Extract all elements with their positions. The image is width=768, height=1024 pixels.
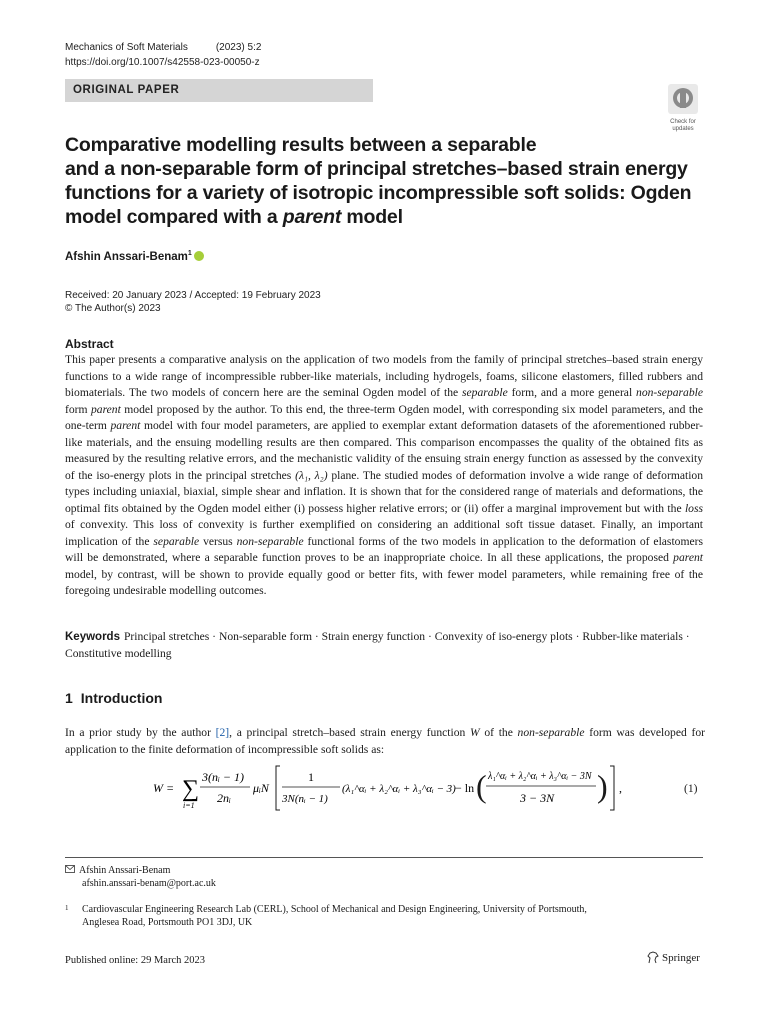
title-line-3: functions for a variety of isotropic incompressible soft solids: Ogden — [65, 182, 692, 204]
orcid-icon[interactable] — [194, 251, 204, 261]
intro-paragraph: In a prior study by the author [2], a principal stretch–based strain energy function W of the non-separable form was developed for application to the finite deformation of incompressible soft solids as: — [65, 726, 705, 756]
affiliation-line-2: Anglesea Road, Portsmouth PO1 3DJ, UK — [82, 917, 253, 928]
journal-citation: (2023) 5:2 — [215, 42, 262, 53]
doi-link[interactable]: https://doi.org/10.1007/s42558-023-00050-z — [65, 57, 260, 68]
crossmark-icon — [668, 84, 698, 114]
crossmark-label-2: updates — [672, 126, 694, 132]
envelope-icon — [65, 864, 79, 877]
eq-mu: μᵢN — [253, 781, 269, 795]
received-accepted-dates: Received: 20 January 2023 / Accepted: 19 February 2023 — [65, 290, 321, 301]
equation-number: (1) — [684, 782, 698, 795]
article-type-banner: ORIGINAL PAPER — [65, 79, 373, 102]
keywords — [65, 629, 703, 662]
eq-lhs: W = — [153, 781, 175, 795]
journal-header — [65, 40, 261, 70]
title-line-4: model compared with a parent model — [65, 206, 403, 228]
corr-author-name: Afshin Anssari-Benam — [79, 865, 171, 876]
eq-frac2-den: 3N(nᵢ − 1) — [282, 793, 328, 805]
paper-title — [65, 133, 715, 229]
author-affiliation-mark: 1 — [187, 250, 192, 257]
eq-tail: , — [619, 781, 622, 795]
eq-frac3-den: 3 − 3N — [520, 791, 555, 805]
published-date: Published online: 29 March 2023 — [65, 955, 205, 966]
footnote-rule — [65, 857, 703, 858]
equation-1 — [150, 762, 710, 812]
copyright-notice: © The Author(s) 2023 — [65, 303, 161, 314]
springer-logo: Springer — [647, 951, 700, 964]
eq-frac1-den: 2nᵢ — [217, 791, 231, 805]
eq-sum-lower: i=1 — [183, 801, 195, 810]
eq-paren1: (λ₁^αᵢ + λ₂^αᵢ + λ₃^αᵢ − 3) — [342, 783, 456, 795]
eq-minus-ln: − ln — [455, 781, 475, 795]
journal-name: Mechanics of Soft Materials — [65, 42, 188, 53]
check-for-updates-badge[interactable] — [664, 84, 702, 132]
affiliation-line-1: Cardiovascular Engineering Research Lab (CERL), School of Mechanical and Design Engineering, University of Portsmouth, — [82, 904, 587, 915]
eq-paren-left: ( — [476, 768, 487, 804]
abstract-heading: Abstract — [65, 337, 114, 351]
eq-sum: ∑ — [182, 776, 200, 802]
affiliation — [65, 903, 705, 929]
abstract-body: This paper presents a comparative analysis on the application of two models from the family of principal stretches–based strain energy functions to a wide range of incompressible rubber-like materials, including hydrogels, foams, silicone elastomers, filled rubbers and biomaterials. The two models of concern here are the seminal Ogden model of the separable form, and a more general non-separable form parent model proposed by the author. To this end, the three-term Ogden model, with corresponding six model parameters, and the one-term parent model with four model parameters, are applied to exemplar extant deformation datasets of the aforementioned rubber-like materials, and the ensuing modelling results are then compared. This comparison encompasses the quality of the obtained fits as measured by the resulting relative errors, and the mechanistic validity of the ensuing strain energy function as assessed by the convexity of the iso-energy plots in the principal stretches (λ₁, λ₂) plane. The studied modes of deformation involve a wide range of deformation types including uniaxial, biaxial, simple shear and inflation. It is shown that for the considered range of materials and deformations, the optimal fits obtained by the Ogden model either (i) possess higher relative errors; or (ii) offer a marginal improvement but with the loss of convexity. This loss of convexity is further exemplified on considering an additional soft tissue dataset. Finally, an important implication of the separable versus non-separable functional forms of the two models in application to the deformation of elastomers will be demonstrated, where a separable function proves to be an inappropriate choice. In all these applications, the proposed parent model, by contrast, will be shown to provide equally good or better fits, with fewer model parameters, while remaining free of the foregoing undesirable modelling outcomes. — [65, 353, 704, 597]
reference-link[interactable]: [2] — [215, 726, 230, 739]
keywords-list: Principal stretches · Non-separable form · Strain energy function · Convexity of iso-energy plots · Rubber-like materials · Constitutive modelling — [65, 630, 690, 660]
springer-horse-icon — [647, 951, 659, 964]
eq-frac2-num: 1 — [308, 770, 314, 784]
eq-paren-right: ) — [597, 768, 608, 804]
keywords-label: Keywords — [65, 631, 120, 643]
corresponding-author — [65, 864, 216, 890]
title-line-2: and a non-separable form of principal stretches–based strain energy — [65, 158, 688, 180]
section-heading: 1 Introduction — [65, 690, 163, 706]
author-line — [65, 250, 204, 263]
affiliation-number: 1 — [65, 904, 69, 912]
author-name[interactable]: Afshin Anssari-Benam — [65, 250, 188, 263]
corr-author-email[interactable]: afshin.anssari-benam@port.ac.uk — [82, 878, 216, 889]
eq-frac1-num: 3(nᵢ − 1) — [202, 770, 244, 784]
title-line-1: Comparative modelling results between a separable — [65, 134, 537, 156]
article-dates — [65, 289, 321, 315]
eq-frac3-num: λ₁^αᵢ + λ₂^αᵢ + λ₃^αᵢ − 3N — [488, 771, 592, 782]
crossmark-label-1: Check for — [670, 119, 696, 125]
